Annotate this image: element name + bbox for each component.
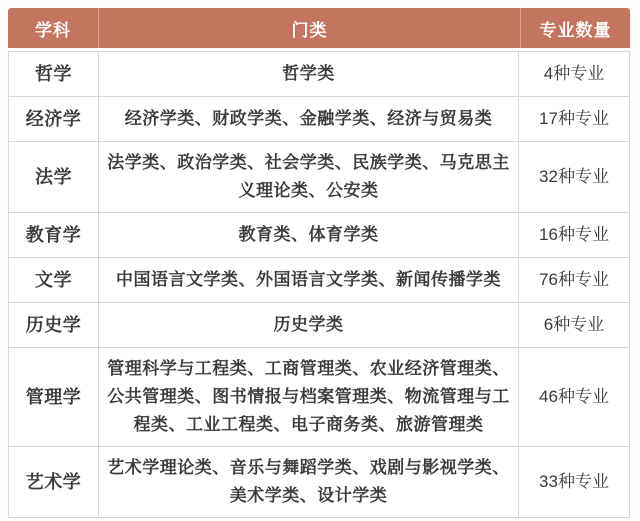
count-cell: 17种专业 <box>539 109 609 128</box>
table-body <box>8 51 630 518</box>
table-row <box>9 97 629 142</box>
table-row <box>9 142 629 213</box>
categories-cell: 中国语言文学类、外国语言文学类、新闻传播学类 <box>99 258 519 302</box>
subject-cell: 教育学 <box>9 213 99 257</box>
count-cell: 76种专业 <box>539 270 609 289</box>
count-cell: 6种专业 <box>543 315 605 334</box>
table-row <box>9 348 629 447</box>
table-row <box>9 213 629 258</box>
table-header-row <box>8 8 630 48</box>
header-category: 门类 <box>98 8 520 48</box>
categories-cell: 经济学类、财政学类、金融学类、经济与贸易类 <box>99 97 519 141</box>
subject-cell: 管理学 <box>9 348 99 446</box>
header-major-count: 专业数量 <box>520 8 630 48</box>
subject-cell: 艺术学 <box>9 447 99 517</box>
categories-cell: 艺术学理论类、音乐与舞蹈学类、戏剧与影视学类、美术学类、设计学类 <box>99 447 519 517</box>
count-cell: 4种专业 <box>543 64 605 83</box>
discipline-category-table <box>8 8 630 518</box>
subject-cell: 经济学 <box>9 97 99 141</box>
subject-cell: 法学 <box>9 142 99 212</box>
table-row <box>9 447 629 517</box>
table-row <box>9 303 629 348</box>
table-row <box>9 52 629 97</box>
count-cell: 16种专业 <box>539 225 609 244</box>
table-row <box>9 258 629 303</box>
subject-cell: 哲学 <box>9 52 99 96</box>
count-cell: 32种专业 <box>539 167 609 186</box>
count-cell: 33种专业 <box>539 472 609 491</box>
header-subject: 学科 <box>35 20 71 40</box>
categories-cell: 教育类、体育学类 <box>99 213 519 257</box>
subject-cell: 文学 <box>9 258 99 302</box>
categories-cell: 历史学类 <box>99 303 519 347</box>
count-cell: 46种专业 <box>539 387 609 406</box>
subject-cell: 历史学 <box>9 303 99 347</box>
categories-cell: 法学类、政治学类、社会学类、民族学类、马克思主义理论类、公安类 <box>99 142 519 212</box>
categories-cell: 哲学类 <box>99 52 519 96</box>
categories-cell: 管理科学与工程类、工商管理类、农业经济管理类、公共管理类、图书情报与档案管理类、物流管理与工程类、工业工程类、电子商务类、旅游管理类 <box>99 348 519 446</box>
